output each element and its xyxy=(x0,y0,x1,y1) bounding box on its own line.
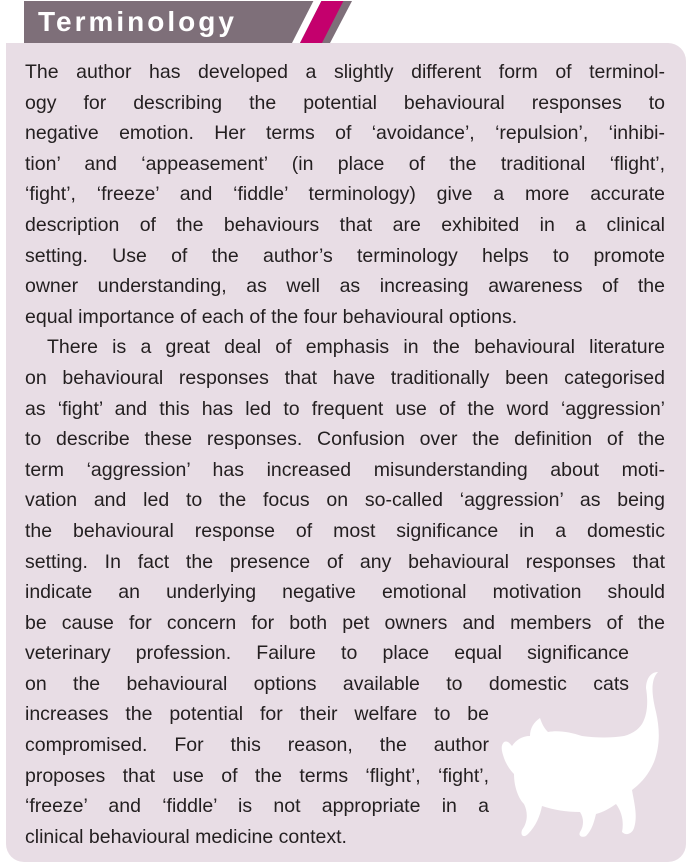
text-line: The author has developed a slightly different form of terminol- xyxy=(25,61,665,83)
text-line: indicate an underlying negative emotional motivation should xyxy=(25,581,665,604)
text-line: veterinary profession. Failure to place equal significance xyxy=(25,642,629,665)
text-line: description of the behaviours that are exhibited in a clinical xyxy=(25,213,665,236)
text-line: vation and led to the focus on so-called ‘aggression’ as being xyxy=(25,489,665,512)
section-title: Terminology xyxy=(38,6,237,37)
text-line: ‘fight’, ‘freeze’ and ‘fiddle’ terminology) give a more accurate xyxy=(25,183,665,206)
text-line: as ‘fight’ and this has led to frequent use of the word ‘aggression’ xyxy=(25,397,665,420)
text-line: the behavioural response of most significance in a domestic xyxy=(25,519,665,542)
text-line: setting. In fact the presence of any behavioural responses that xyxy=(25,550,665,573)
text-line: be cause for concern for both pet owners and members of the xyxy=(25,611,665,634)
text-line: ‘freeze’ and ‘fiddle’ is not appropriate in a xyxy=(25,795,489,818)
text-line: to describe these responses. Confusion over the definition of the xyxy=(25,428,665,451)
text-line: compromised. For this reason, the author xyxy=(25,734,489,757)
text-line: increases the potential for their welfare to be xyxy=(25,703,489,726)
text-line: on behavioural responses that have traditionally been categorised xyxy=(25,366,665,389)
cat-silhouette-icon xyxy=(500,666,680,842)
text-line: ogy for describing the potential behavioural responses to xyxy=(25,91,665,114)
text-line: term ‘aggression’ has increased misunderstanding about moti- xyxy=(25,458,665,481)
text-line: on the behavioural options available to domestic cats xyxy=(25,672,629,695)
text-line: negative emotion. Her terms of ‘avoidance’, ‘repulsion’, ‘inhibi- xyxy=(25,122,665,145)
text-line: proposes that use of the terms ‘flight’, ‘fight’, xyxy=(25,764,489,787)
paragraph-1 xyxy=(25,57,665,332)
text-line: There is a great deal of emphasis in the behavioural literature xyxy=(47,336,665,359)
text-line: owner understanding, as well as increasing awareness of the xyxy=(25,275,665,298)
text-line: clinical behavioural medicine context. xyxy=(25,825,347,848)
text-line: equal importance of each of the four behavioural options. xyxy=(25,305,518,328)
text-line: setting. Use of the author’s terminology helps to promote xyxy=(25,244,665,267)
text-line: tion’ and ‘appeasement’ (in place of the traditional ‘flight’, xyxy=(25,152,665,175)
